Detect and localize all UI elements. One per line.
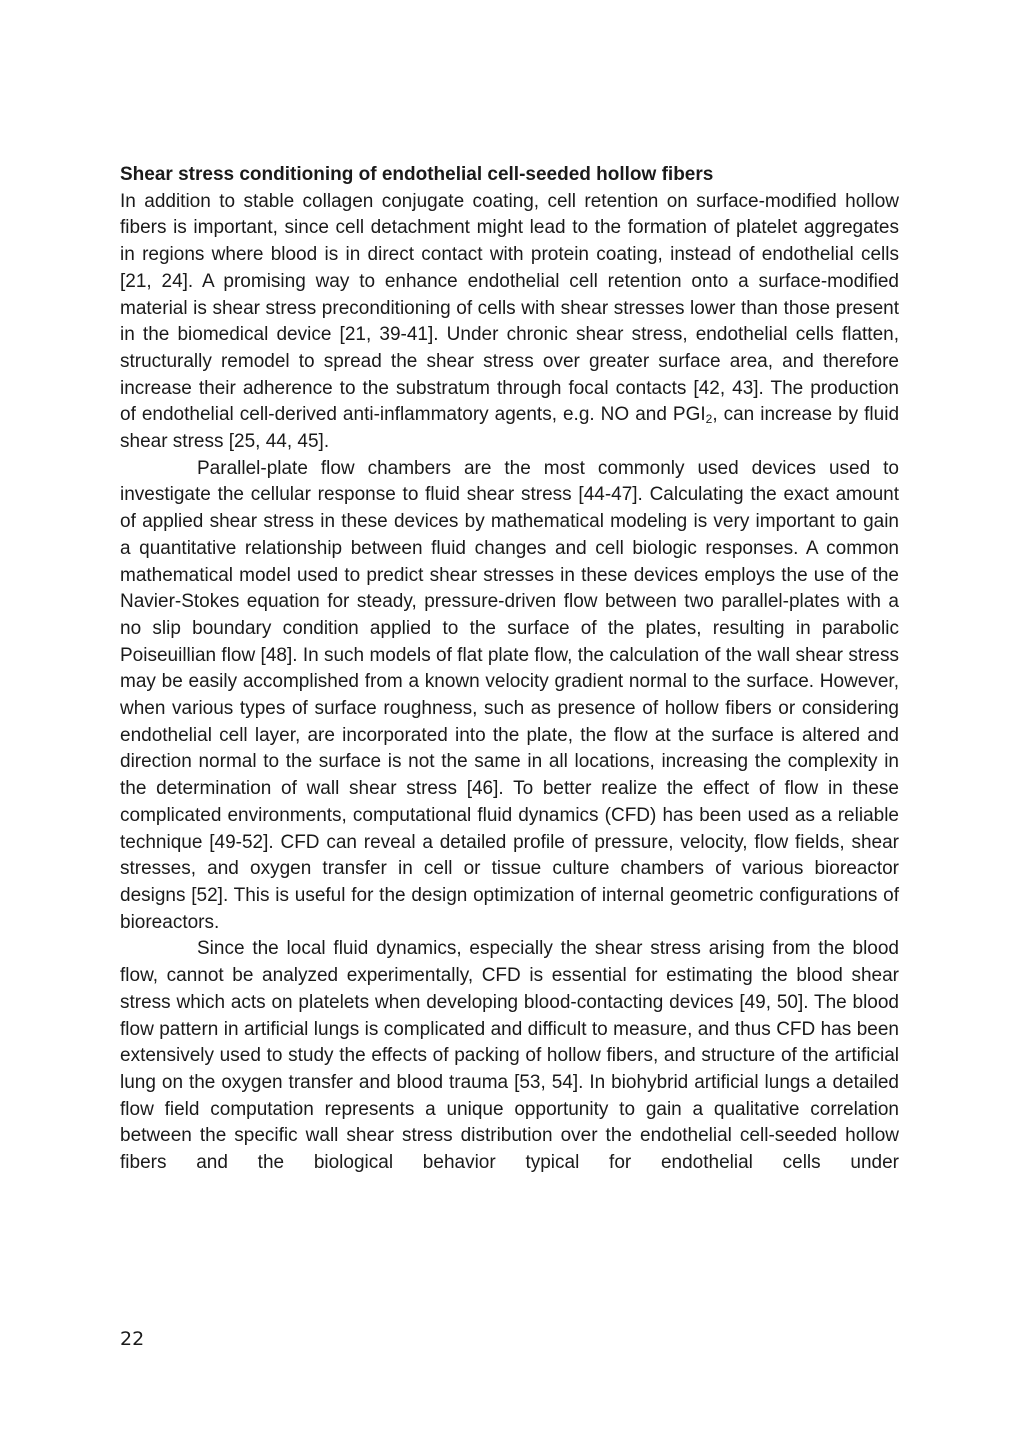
paragraph-2: Parallel-plate flow chambers are the most commonly used devices used to investigate the cellular response to fluid shear stress [44-47]. Calculating the exact amount of applied shear stress in these devices by mathematical modeling is very important to gain a quantitative relationship between fluid changes and cell biologic responses. A common mathematical model used to predict shear stresses in these devices employs the use of the Navier-Stokes equation for steady, pressure-driven flow between two parallel-plates with a no slip boundary condition applied to the surface of the plates, resulting in parabolic Poiseuillian flow [48]. In such models of flat plate flow, the calculation of the wall shear stress may be easily accomplished from a known velocity gradient normal to the surface. However, when various types of surface roughness, such as presence of hollow fibers or considering endothelial cell layer, are incorporated into the plate, the flow at the surface is altered and direction normal to the surface is not the same in all locations, increasing the complexity in the determination of wall shear stress [46]. To better realize the effect of flow in these complicated environments, computational fluid dynamics (CFD) has been used as a reliable technique [49-52]. CFD can reveal a detailed profile of pressure, velocity, flow fields, shear stresses, and oxygen transfer in cell or tissue culture chambers of various bioreactor designs [52]. This is useful for the design optimization of internal geometric configurations of bioreactors. <box>120 457 899 933</box>
page-number: 22 <box>120 1328 145 1350</box>
paragraph-1 <box>120 189 899 456</box>
subscript-2: 2 <box>705 412 713 427</box>
section-heading: Shear stress conditioning of endothelial cell-seeded hollow fibers <box>120 164 714 185</box>
paragraph-3: Since the local fluid dynamics, especially the shear stress arising from the blood flow, cannot be analyzed experimentally, CFD is essential for estimating the blood shear stress which acts on platelets when developing blood-contacting devices [49, 50]. The blood flow pattern in artificial lungs is complicated and difficult to measure, and thus CFD has been extensively used to study the effects of packing of hollow fibers, and structure of the artificial lung on the oxygen transfer and blood trauma [53, 54]. In biohybrid artificial lungs a detailed flow field computation represents a unique opportunity to gain a qualitative correlation between the specific wall shear stress distribution over the endothelial cell-seeded hollow fibers and the biological behavior typical for endothelial cells under <box>120 938 899 1174</box>
paragraph-1-text: In addition to stable collagen conjugate coating, cell retention on surface-modified hollow fibers is important, since cell detachment might lead to the formation of platelet aggregates in regions where blood is in direct contact with protein coating, instead of endothelial cells [21, 24]. A promising way to enhance endothelial cell retention onto a surface-modified material is shear stress preconditioning of cells with shear stresses lower than those present in the biomedical device [21, 39-41]. Under chronic shear stress, endothelial cells flatten, structurally remodel to spread the shear stress over greater surface area, and therefore increase their adherence to the substratum through focal contacts [42, 43]. The production of endothelial cell-derived anti-inflammatory agents, e.g. NO and PGI <box>120 190 899 426</box>
body-text <box>120 162 899 1177</box>
paragraph-1-text-end: , can increase by fluid shear stress [25, 44, 45]. <box>120 404 900 453</box>
